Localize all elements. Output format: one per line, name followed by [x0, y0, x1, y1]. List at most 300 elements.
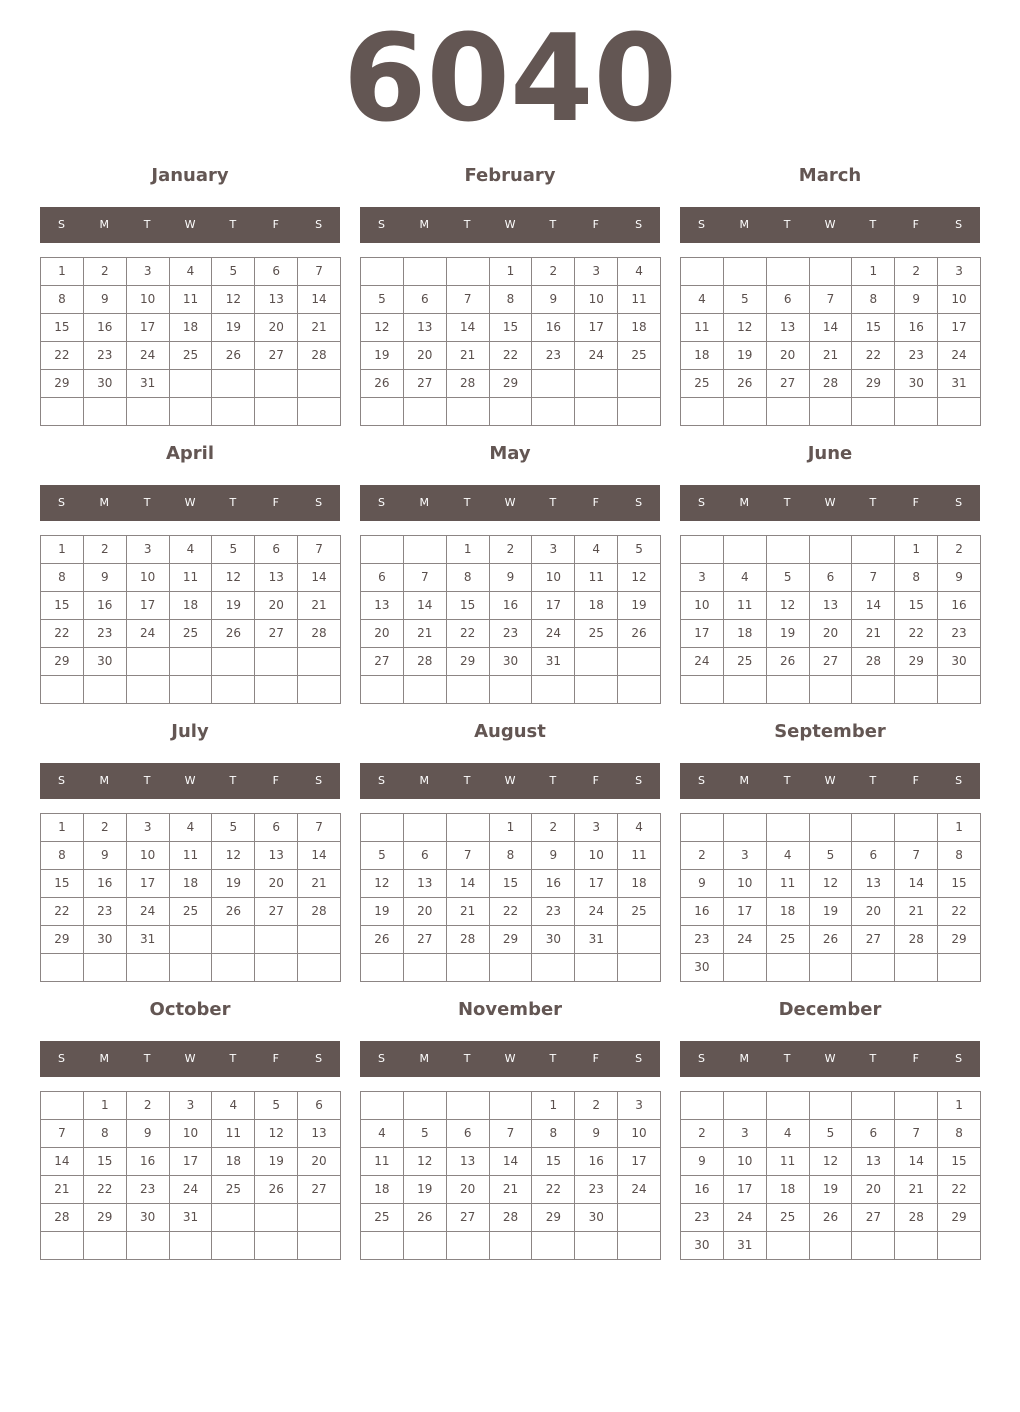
day-cell: 9: [681, 1148, 724, 1176]
day-cell: 17: [532, 592, 575, 620]
day-cell: [404, 814, 447, 842]
weekday-label: S: [955, 218, 963, 231]
day-cell: 27: [298, 1176, 341, 1204]
day-cell: 15: [938, 1148, 981, 1176]
day-cell: [361, 536, 404, 564]
day-cell: 18: [575, 592, 618, 620]
day-cell: 29: [532, 1204, 575, 1232]
weekday-header: [360, 485, 660, 521]
weekday-label: S: [635, 496, 643, 509]
day-cell: 1: [852, 258, 895, 286]
day-cell: [724, 398, 767, 426]
weekday-header: [360, 763, 660, 799]
day-cell: 21: [895, 898, 938, 926]
day-cell: [404, 1232, 447, 1260]
day-cell: 28: [404, 648, 447, 676]
day-cell: 5: [810, 842, 853, 870]
day-cell: 10: [127, 286, 170, 314]
day-cell: 19: [255, 1148, 298, 1176]
day-cell: [41, 1232, 84, 1260]
day-cell: 21: [810, 342, 853, 370]
day-cell: 2: [532, 258, 575, 286]
day-cell: 29: [84, 1204, 127, 1232]
day-cell: 20: [447, 1176, 490, 1204]
day-cell: 18: [170, 870, 213, 898]
day-cell: 8: [490, 842, 533, 870]
weekday-label: S: [635, 1052, 643, 1065]
day-cell: 24: [681, 648, 724, 676]
day-cell: [361, 814, 404, 842]
weekday-label: T: [463, 774, 471, 787]
day-cell: [852, 954, 895, 982]
day-cell: 7: [298, 814, 341, 842]
day-cell: 24: [127, 342, 170, 370]
day-cell: 16: [895, 314, 938, 342]
weekday-label: S: [377, 1052, 385, 1065]
day-cell: 2: [895, 258, 938, 286]
day-cell: [212, 370, 255, 398]
day-cell: [212, 1232, 255, 1260]
month-name: September: [774, 721, 886, 742]
day-cell: 21: [447, 898, 490, 926]
day-cell: [255, 370, 298, 398]
month-july: [40, 716, 340, 984]
day-cell: 12: [212, 564, 255, 592]
day-cell: [298, 926, 341, 954]
day-cell: 25: [618, 342, 661, 370]
day-cell: [938, 954, 981, 982]
weekday-header: [360, 207, 660, 243]
weekday-label: S: [57, 774, 65, 787]
day-cell: 21: [298, 870, 341, 898]
day-cell: 3: [532, 536, 575, 564]
day-cell: 4: [170, 536, 213, 564]
day-cell: [852, 1092, 895, 1120]
day-cell: 11: [681, 314, 724, 342]
day-cell: 6: [404, 842, 447, 870]
day-cell: 2: [84, 258, 127, 286]
day-cell: 14: [447, 870, 490, 898]
weekday-label: F: [592, 1052, 599, 1065]
day-cell: 25: [212, 1176, 255, 1204]
day-cell: [170, 926, 213, 954]
day-cell: [810, 676, 853, 704]
day-cell: 17: [127, 592, 170, 620]
day-cell: 2: [84, 536, 127, 564]
day-cell: 21: [895, 1176, 938, 1204]
day-grid: [40, 813, 341, 982]
day-cell: 10: [724, 870, 767, 898]
day-cell: 2: [681, 1120, 724, 1148]
day-cell: 13: [852, 1148, 895, 1176]
day-cell: 28: [298, 620, 341, 648]
day-cell: 20: [298, 1148, 341, 1176]
day-cell: 28: [298, 342, 341, 370]
day-cell: 31: [938, 370, 981, 398]
day-cell: 26: [212, 342, 255, 370]
day-cell: [361, 1232, 404, 1260]
month-name: March: [798, 165, 862, 186]
day-cell: 24: [532, 620, 575, 648]
weekday-label: W: [504, 218, 516, 231]
day-cell: 21: [852, 620, 895, 648]
day-cell: 13: [810, 592, 853, 620]
weekday-label: S: [377, 218, 385, 231]
day-cell: 3: [618, 1092, 661, 1120]
day-cell: 9: [84, 564, 127, 592]
day-cell: 26: [212, 898, 255, 926]
day-cell: [361, 954, 404, 982]
day-cell: [852, 536, 895, 564]
day-cell: 11: [767, 870, 810, 898]
day-cell: [298, 370, 341, 398]
day-cell: 24: [170, 1176, 213, 1204]
day-cell: 19: [810, 898, 853, 926]
day-cell: 8: [41, 564, 84, 592]
day-cell: [767, 676, 810, 704]
day-cell: [404, 536, 447, 564]
day-cell: 18: [170, 592, 213, 620]
day-cell: [852, 398, 895, 426]
day-cell: 18: [361, 1176, 404, 1204]
day-cell: 6: [447, 1120, 490, 1148]
day-cell: [810, 398, 853, 426]
day-cell: [84, 954, 127, 982]
day-cell: 30: [681, 1232, 724, 1260]
day-cell: 13: [255, 286, 298, 314]
day-cell: [895, 676, 938, 704]
month-october: [40, 994, 340, 1262]
weekday-label: F: [912, 774, 919, 787]
day-cell: 1: [84, 1092, 127, 1120]
weekday-label: W: [184, 496, 196, 509]
day-cell: 6: [255, 536, 298, 564]
day-cell: 17: [681, 620, 724, 648]
weekday-header: [40, 763, 340, 799]
day-cell: 1: [41, 258, 84, 286]
day-cell: 24: [724, 1204, 767, 1232]
day-cell: [575, 370, 618, 398]
weekday-label: F: [912, 496, 919, 509]
weekday-label: S: [635, 774, 643, 787]
day-cell: [447, 814, 490, 842]
day-cell: 20: [255, 592, 298, 620]
day-cell: [298, 1232, 341, 1260]
month-name: October: [149, 999, 231, 1020]
day-cell: [361, 398, 404, 426]
day-cell: 5: [361, 842, 404, 870]
day-cell: [767, 536, 810, 564]
month-name: July: [171, 721, 209, 742]
day-cell: 13: [255, 842, 298, 870]
day-cell: 18: [170, 314, 213, 342]
day-cell: 20: [852, 1176, 895, 1204]
day-cell: 24: [618, 1176, 661, 1204]
day-cell: 21: [41, 1176, 84, 1204]
day-cell: 17: [618, 1148, 661, 1176]
day-cell: 22: [84, 1176, 127, 1204]
day-cell: 29: [938, 926, 981, 954]
day-cell: 2: [127, 1092, 170, 1120]
weekday-label: T: [143, 1052, 151, 1065]
day-cell: [895, 1092, 938, 1120]
day-cell: 29: [895, 648, 938, 676]
day-cell: [618, 398, 661, 426]
day-cell: 2: [490, 536, 533, 564]
day-cell: 29: [852, 370, 895, 398]
day-cell: 21: [298, 592, 341, 620]
weekday-label: M: [739, 1052, 750, 1065]
day-cell: 14: [298, 564, 341, 592]
day-cell: [255, 926, 298, 954]
day-cell: 29: [490, 370, 533, 398]
day-cell: 22: [938, 1176, 981, 1204]
day-cell: 30: [84, 926, 127, 954]
day-cell: 28: [852, 648, 895, 676]
day-cell: 19: [404, 1176, 447, 1204]
day-cell: [575, 676, 618, 704]
day-cell: 15: [41, 592, 84, 620]
day-cell: 21: [404, 620, 447, 648]
day-cell: 1: [938, 1092, 981, 1120]
day-cell: 10: [618, 1120, 661, 1148]
day-cell: [212, 954, 255, 982]
day-cell: 19: [810, 1176, 853, 1204]
day-cell: 17: [127, 870, 170, 898]
day-cell: [724, 954, 767, 982]
day-cell: [767, 1232, 810, 1260]
day-cell: 27: [767, 370, 810, 398]
day-cell: 6: [810, 564, 853, 592]
day-cell: 31: [532, 648, 575, 676]
day-cell: 11: [724, 592, 767, 620]
day-cell: 2: [938, 536, 981, 564]
day-cell: [895, 398, 938, 426]
day-cell: 31: [724, 1232, 767, 1260]
day-cell: 17: [938, 314, 981, 342]
day-cell: 5: [767, 564, 810, 592]
day-cell: 23: [938, 620, 981, 648]
day-cell: [255, 398, 298, 426]
day-cell: 5: [404, 1120, 447, 1148]
day-cell: 17: [170, 1148, 213, 1176]
day-cell: 15: [852, 314, 895, 342]
day-cell: 15: [490, 870, 533, 898]
day-cell: [447, 954, 490, 982]
day-cell: 7: [895, 1120, 938, 1148]
day-cell: [41, 676, 84, 704]
day-cell: 12: [361, 314, 404, 342]
day-cell: 1: [490, 258, 533, 286]
day-cell: [170, 676, 213, 704]
day-cell: 17: [724, 898, 767, 926]
day-cell: 20: [361, 620, 404, 648]
day-cell: [618, 648, 661, 676]
weekday-label: S: [315, 1052, 323, 1065]
day-cell: [810, 258, 853, 286]
weekday-label: T: [549, 218, 557, 231]
day-cell: 25: [361, 1204, 404, 1232]
day-cell: 25: [618, 898, 661, 926]
day-cell: [404, 258, 447, 286]
day-cell: [490, 1232, 533, 1260]
day-cell: 23: [532, 342, 575, 370]
day-cell: [681, 398, 724, 426]
day-cell: [361, 676, 404, 704]
day-cell: 11: [767, 1148, 810, 1176]
day-cell: [532, 398, 575, 426]
day-cell: 28: [810, 370, 853, 398]
day-cell: 25: [170, 620, 213, 648]
day-cell: 28: [447, 370, 490, 398]
day-cell: [447, 1092, 490, 1120]
day-cell: 15: [41, 870, 84, 898]
day-cell: [895, 814, 938, 842]
day-cell: 7: [41, 1120, 84, 1148]
day-cell: 7: [852, 564, 895, 592]
day-cell: 7: [404, 564, 447, 592]
month-august: [360, 716, 660, 984]
day-cell: [724, 258, 767, 286]
day-cell: 26: [810, 1204, 853, 1232]
day-cell: [41, 954, 84, 982]
day-cell: 4: [361, 1120, 404, 1148]
day-cell: [255, 954, 298, 982]
day-cell: 7: [490, 1120, 533, 1148]
day-cell: 12: [255, 1120, 298, 1148]
day-cell: 4: [681, 286, 724, 314]
day-cell: 19: [618, 592, 661, 620]
day-cell: [361, 258, 404, 286]
day-cell: 14: [852, 592, 895, 620]
day-cell: 20: [255, 870, 298, 898]
day-cell: 7: [298, 536, 341, 564]
day-cell: 17: [724, 1176, 767, 1204]
month-march: [680, 160, 980, 428]
weekday-label: S: [955, 496, 963, 509]
day-cell: 3: [170, 1092, 213, 1120]
day-cell: 19: [212, 314, 255, 342]
day-cell: [681, 814, 724, 842]
day-cell: [447, 258, 490, 286]
day-cell: 5: [724, 286, 767, 314]
day-cell: 29: [938, 1204, 981, 1232]
weekday-label: S: [377, 496, 385, 509]
day-cell: 5: [212, 536, 255, 564]
weekday-label: S: [315, 774, 323, 787]
day-cell: 8: [852, 286, 895, 314]
day-cell: 2: [84, 814, 127, 842]
day-cell: 12: [767, 592, 810, 620]
day-cell: [681, 536, 724, 564]
day-cell: 19: [361, 898, 404, 926]
day-cell: 28: [490, 1204, 533, 1232]
day-cell: 30: [681, 954, 724, 982]
weekday-label: S: [315, 218, 323, 231]
day-cell: [767, 814, 810, 842]
day-cell: 26: [255, 1176, 298, 1204]
day-cell: [298, 954, 341, 982]
day-cell: 15: [84, 1148, 127, 1176]
day-cell: [298, 398, 341, 426]
day-cell: 29: [41, 926, 84, 954]
month-february: [360, 160, 660, 428]
weekday-label: W: [824, 774, 836, 787]
weekday-label: T: [783, 218, 791, 231]
day-cell: 9: [490, 564, 533, 592]
day-cell: 5: [810, 1120, 853, 1148]
day-cell: 16: [84, 592, 127, 620]
day-cell: [767, 398, 810, 426]
day-cell: [447, 676, 490, 704]
day-cell: 7: [895, 842, 938, 870]
day-cell: 8: [447, 564, 490, 592]
weekday-header: [680, 207, 980, 243]
day-cell: 12: [212, 842, 255, 870]
day-cell: 21: [490, 1176, 533, 1204]
day-cell: 27: [255, 898, 298, 926]
month-november: [360, 994, 660, 1262]
day-cell: 27: [447, 1204, 490, 1232]
day-cell: 22: [852, 342, 895, 370]
day-grid: [680, 1091, 981, 1260]
day-cell: [618, 676, 661, 704]
day-grid: [680, 535, 981, 704]
day-cell: 13: [361, 592, 404, 620]
month-name: December: [778, 999, 882, 1020]
month-september: [680, 716, 980, 984]
day-cell: [41, 398, 84, 426]
day-cell: 24: [575, 342, 618, 370]
day-cell: 12: [618, 564, 661, 592]
weekday-header: [680, 763, 980, 799]
day-cell: 6: [298, 1092, 341, 1120]
day-cell: 21: [447, 342, 490, 370]
day-cell: 18: [681, 342, 724, 370]
day-cell: 25: [575, 620, 618, 648]
weekday-label: F: [592, 496, 599, 509]
weekday-label: T: [869, 774, 877, 787]
day-cell: [810, 1232, 853, 1260]
day-cell: 23: [127, 1176, 170, 1204]
day-cell: 17: [575, 314, 618, 342]
day-cell: [532, 370, 575, 398]
day-cell: [170, 648, 213, 676]
day-cell: 13: [404, 870, 447, 898]
weekday-label: W: [184, 1052, 196, 1065]
day-cell: 14: [810, 314, 853, 342]
weekday-label: T: [549, 1052, 557, 1065]
day-cell: 29: [41, 370, 84, 398]
day-cell: 22: [41, 342, 84, 370]
day-cell: [618, 1232, 661, 1260]
weekday-header: [680, 1041, 980, 1077]
weekday-label: W: [504, 1052, 516, 1065]
day-cell: 25: [724, 648, 767, 676]
day-cell: 16: [532, 314, 575, 342]
day-cell: 11: [170, 842, 213, 870]
year-title: 6040: [343, 10, 677, 149]
day-cell: 19: [724, 342, 767, 370]
day-cell: 23: [681, 926, 724, 954]
weekday-label: T: [549, 774, 557, 787]
weekday-label: W: [504, 496, 516, 509]
day-cell: 9: [575, 1120, 618, 1148]
day-cell: 3: [681, 564, 724, 592]
day-cell: 28: [298, 898, 341, 926]
weekday-label: T: [463, 218, 471, 231]
day-cell: 30: [490, 648, 533, 676]
